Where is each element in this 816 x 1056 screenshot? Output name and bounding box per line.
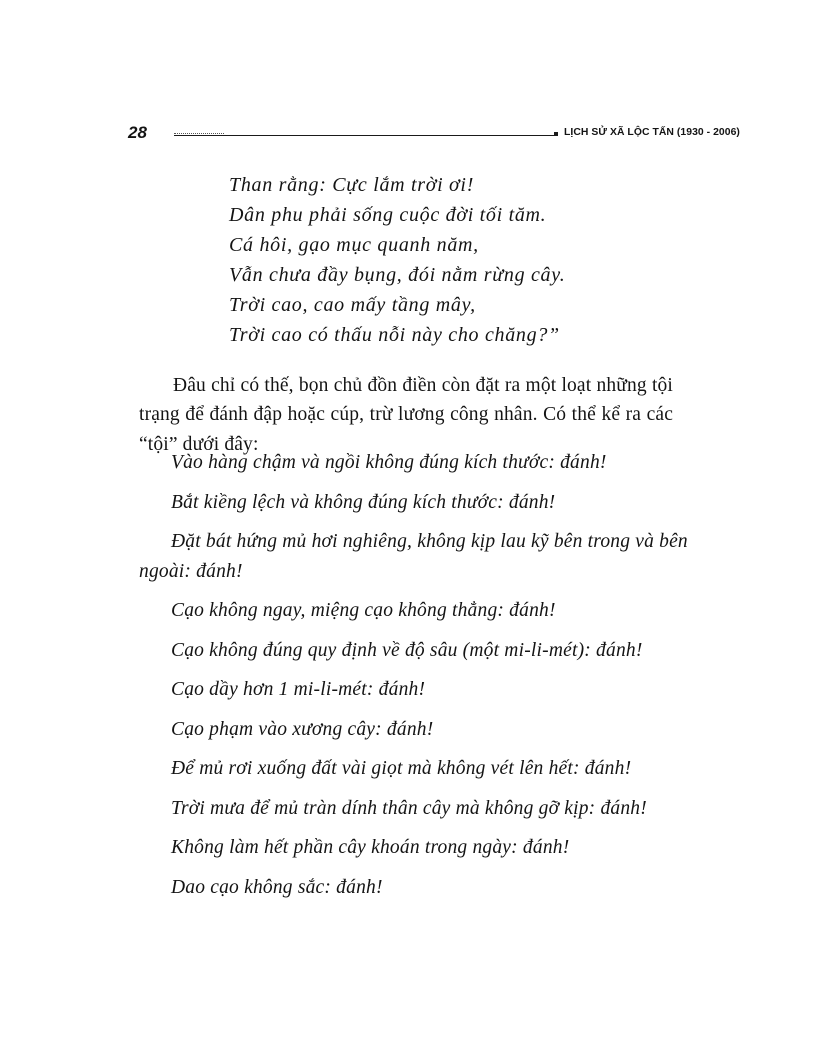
offense-item: Trời mưa để mủ tràn dính thân cây mà không gỡ kịp: đánh!: [171, 797, 647, 819]
offense-item: Cạo không ngay, miệng cạo không thẳng: đánh!: [171, 600, 556, 621]
offense-item: Đặt bát hứng mủ hơi nghiêng, không kịp lau kỹ bên trong và bên ngoài: đánh!: [139, 531, 688, 582]
offense-item: Bắt kiềng lệch và không đúng kích thước: đánh!: [171, 491, 556, 513]
poem-line: Trời cao có thấu nỗi này cho chăng?”: [229, 324, 560, 346]
page-number: 28: [128, 123, 147, 142]
poem-line: Vẫn chưa đầy bụng, đói nằm rừng cây.: [229, 264, 566, 286]
offense-item: Cạo không đúng quy định về độ sâu (một mi-li-mét): đánh!: [171, 639, 643, 661]
poem-line: Than rằng: Cực lắm trời ơi!: [229, 174, 475, 196]
offense-item: Cạo phạm vào xương cây: đánh!: [171, 718, 434, 740]
offense-item: Cạo dầy hơn 1 mi-li-mét: đánh!: [171, 679, 426, 700]
header-rule-dots: [174, 133, 224, 134]
offense-item: Để mủ rơi xuống đất vài giọt mà không vét lên hết: đánh!: [171, 758, 632, 779]
poem-line: Dân phu phải sống cuộc đời tối tăm.: [229, 204, 547, 226]
body-paragraph: Đâu chỉ có thế, bọn chủ đồn điền còn đặt ra một loạt những tội trạng để đánh đập hoặc cúp, trừ lương công nhân. Có thể kể ra các “tội” dưới đây:: [139, 374, 673, 455]
offense-item: Vào hàng chậm và ngồi không đúng kích thước: đánh!: [171, 452, 607, 473]
header-marker: [554, 132, 558, 136]
poem-stanza: [229, 170, 565, 350]
offense-item: Dao cạo không sắc: đánh!: [171, 876, 383, 898]
offense-item: Không làm hết phần cây khoán trong ngày: đánh!: [171, 837, 570, 858]
page-header: [128, 122, 740, 146]
running-title: LỊCH SỬ XÃ LỘC TẤN (1930 - 2006): [564, 127, 740, 138]
poem-line: Cá hôi, gạo mục quanh năm,: [229, 234, 479, 256]
offense-list: [139, 448, 690, 912]
header-rule: [174, 135, 556, 136]
poem-line: Trời cao, cao mấy tầng mây,: [229, 294, 476, 316]
